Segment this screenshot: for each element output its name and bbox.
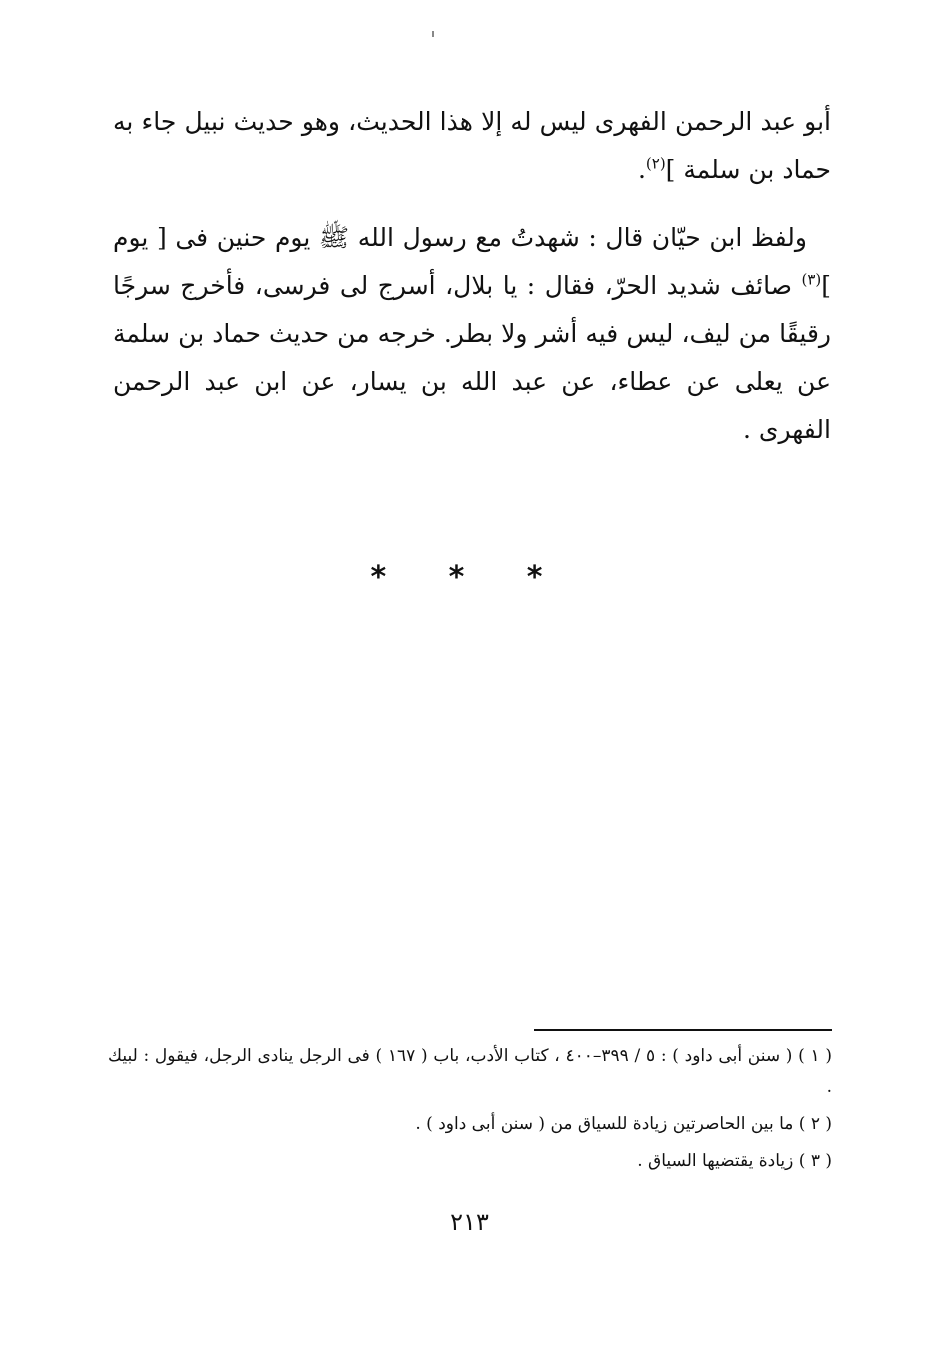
footnote-divider: [534, 1029, 832, 1031]
footnote-ref-3: (٣): [801, 270, 822, 289]
paragraph-2: [113, 214, 831, 454]
footnote-2: ( ٢ ) ما بين الحاصرتين زيادة للسياق من ( سنن أبى داود ) .: [415, 1114, 832, 1134]
paragraph-1: [113, 98, 831, 194]
page-number: ٢١٣: [450, 1208, 489, 1236]
paragraph-2-text: ولفظ ابن حيّان قال : شهدتُ مع رسول الله ﷺ يوم حنين فى [ يوم ]: [113, 223, 831, 300]
paragraph-2-rest: صائف شديد الحرّ، فقال : يا بلال، أسرج لى فرسى، فأخرج سرجًا رقيقًا من ليف، ليس فيه أشر ولا بطر. خرجه من حديث حماد بن سلمة عن يعلى عن عطاء، عن عبد الله بن يسار، عن ابن عبد الرحمن الفهرى .: [113, 271, 831, 444]
footnote-ref-2: (٢): [645, 154, 666, 173]
footnotes: [108, 1041, 832, 1183]
paragraph-1-tail: .: [637, 155, 646, 184]
footnote-3: ( ٣ ) زيادة يقتضيها السياق .: [637, 1151, 832, 1171]
paragraph-1-text: أبو عبد الرحمن الفهرى ليس له إلا هذا الحديث، وهو حديث نبيل جاء به حماد بن سلمة ]: [113, 107, 831, 184]
section-separator: * * *: [370, 560, 569, 595]
footnote-1: ( ١ ) ( سنن أبى داود ) : ٥ / ٣٩٩–٤٠٠ ، كتاب الأدب، باب ( ١٦٧ ) فى الرجل ينادى الرجل، فيقول : لبيك .: [108, 1046, 832, 1097]
scan-speck: [432, 31, 434, 37]
